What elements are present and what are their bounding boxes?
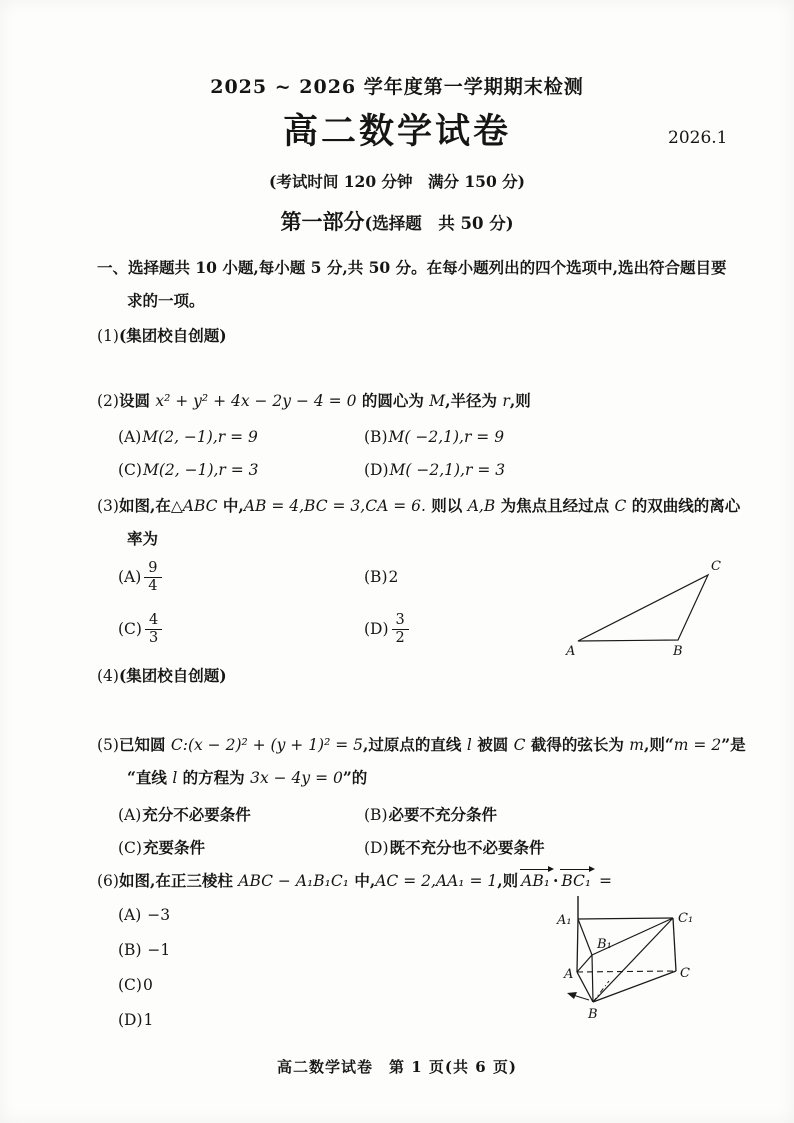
- question-3-option-d: (D) $\frac{3}{2}$: [364, 608, 409, 650]
- vertex-label-a1: A₁: [557, 913, 572, 928]
- question-2-option-c: (C)M(2, −1),r = 3: [118, 461, 259, 479]
- exam-date: 2026.1: [668, 128, 728, 148]
- vertex-label-c1: C₁: [678, 911, 694, 926]
- question-2-stem: (2)设圆 x² + y² + 4x − 2y − 4 = 0 的圆心为 M,半径为 r,则: [97, 391, 531, 410]
- question-5-option-b: (B)必要不充分条件: [364, 805, 498, 824]
- exam-info-line: (考试时间 120 分钟 满分 150 分): [269, 172, 525, 191]
- vertex-label-a: A: [566, 644, 576, 658]
- question-3-option-a: (A) $\frac{9}{4}$: [118, 556, 162, 598]
- vertex-label-a: A: [564, 967, 574, 982]
- vertex-label-b: B: [673, 644, 683, 658]
- vertex-label-c: C: [680, 966, 690, 981]
- question-2-option-b: (B)M( −2,1),r = 9: [364, 428, 505, 446]
- question-6-option-b: (B) −1: [118, 941, 171, 959]
- question-3-stem-line-2: 率为: [127, 529, 159, 548]
- question-4-number: (4): [97, 667, 119, 685]
- section-title: 第一部分: [280, 209, 365, 234]
- question-5-option-d: (D)既不充分也不必要条件: [364, 838, 545, 857]
- prism-figure-q6: [545, 888, 705, 1033]
- question-5-stem-line-2: “直线 l 的方程为 3x − 4y = 0”的: [127, 768, 368, 787]
- question-3-option-c: (C) $\frac{4}{3}$: [118, 608, 162, 650]
- instructions-line-1: 一、选择题共 10 小题,每小题 5 分,共 50 分。在每小题列出的四个选项中,选出符合题目要: [97, 258, 727, 277]
- page-footer: 高二数学试卷 第 1 页(共 6 页): [277, 1058, 517, 1076]
- question-3-option-b: (B)2: [364, 568, 399, 586]
- question-1-number: (1): [97, 327, 119, 345]
- question-6-option-a: (A) −3: [118, 906, 171, 924]
- question-4-stem: (4)(集团校自创题): [97, 666, 227, 685]
- question-5-stem: (5)已知圆 C:(x − 2)² + (y + 1)² = 5,过原点的直线 l 被圆 C 截得的弦长为 m,则“m = 2”是: [97, 735, 746, 754]
- question-3-stem: (3)如图,在△ABC 中,AB = 4,BC = 3,CA = 6. 则以 A,B 为焦点且经过点 C 的双曲线的离心: [97, 496, 741, 515]
- vector-ab1: AB₁: [521, 872, 550, 890]
- question-1-stem: (1)(集团校自创题): [97, 326, 227, 345]
- fraction: $\frac{3}{2}$: [392, 612, 409, 646]
- vertex-label-b1: B₁: [597, 937, 612, 952]
- triangle-figure-q3: [550, 553, 725, 658]
- exam-title: 高二数学试卷: [282, 112, 511, 152]
- question-3-number: (3): [97, 497, 119, 515]
- question-5-option-c: (C)充要条件: [118, 838, 205, 857]
- vertex-label-b: B: [588, 1007, 598, 1022]
- exam-session-heading: 2025 ~ 2026 学年度第一学期期末检测: [210, 76, 584, 98]
- dot-operator: ·: [552, 871, 559, 890]
- question-2-option-a: (A)M(2, −1),r = 9: [118, 428, 258, 446]
- vector-bc1: BC₁: [561, 872, 592, 890]
- question-2-number: (2): [97, 392, 119, 410]
- question-6-number: (6): [97, 872, 119, 890]
- question-2-option-d: (D)M( −2,1),r = 3: [364, 461, 506, 479]
- section-heading: [0, 206, 794, 236]
- fraction: $\frac{4}{3}$: [145, 612, 162, 646]
- question-5-number: (5): [97, 736, 119, 754]
- question-6-option-c: (C)0: [118, 976, 153, 994]
- question-6-option-d: (D)1: [118, 1011, 154, 1029]
- instructions-line-2: 求的一项。: [127, 291, 205, 310]
- section-note: (选择题 共 50 分): [364, 214, 514, 233]
- fraction: $\frac{9}{4}$: [144, 560, 161, 594]
- vertex-label-c: C: [711, 559, 721, 574]
- question-5-option-a: (A)充分不必要条件: [118, 805, 251, 824]
- question-6-stem: (6)如图,在正三棱柱 ABC − A₁B₁C₁ 中,AC = 2,AA₁ = 1,则 AB₁ · BC₁ =: [97, 871, 613, 890]
